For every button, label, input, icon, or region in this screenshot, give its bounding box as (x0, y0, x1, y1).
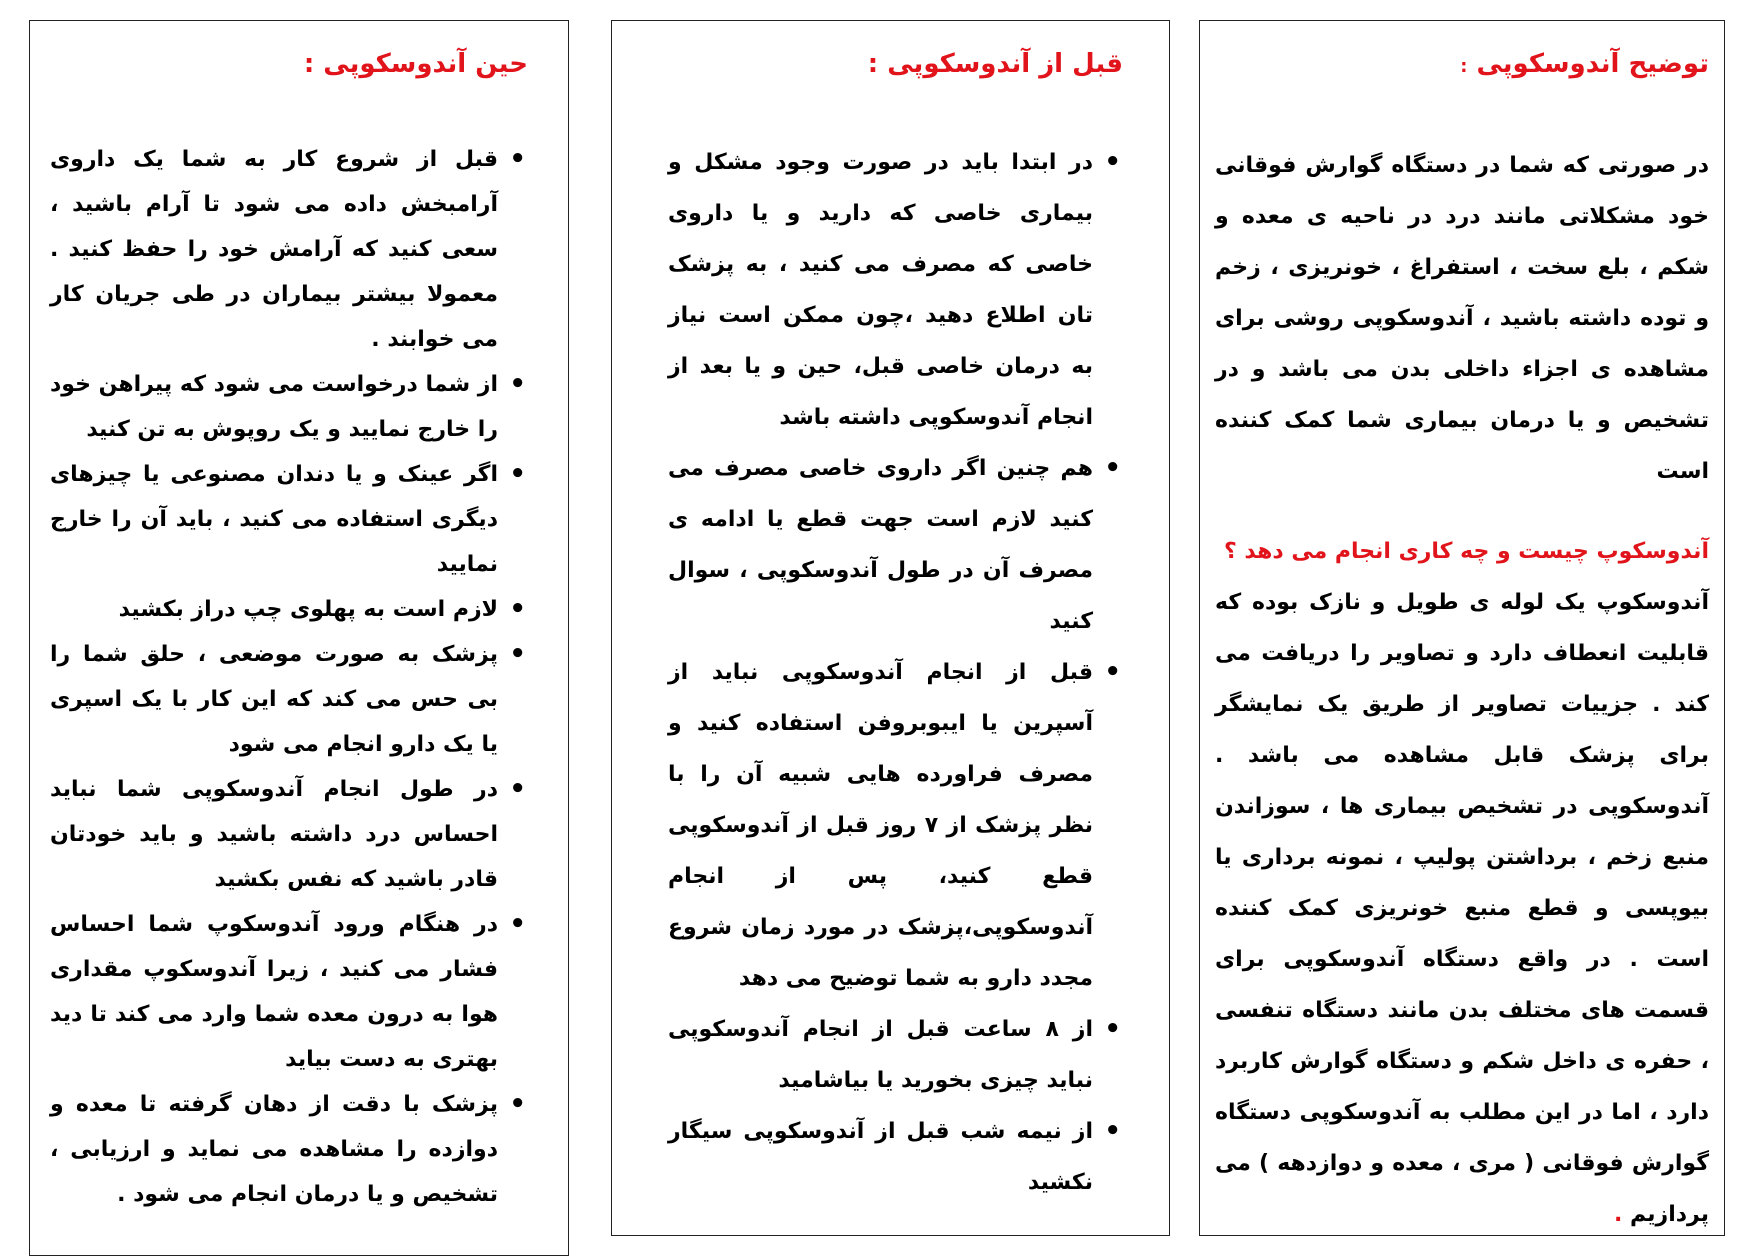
what-is-endoscope-text: آندوسکوپ یک لوله ی طویل و نازک بوده که قابلیت انعطاف دارد و تصاویر را دریافت می کند . جزییات تصاویر از طریق یک نمایشگر برای پزشک قابل مشاهده می باشد . آندوسکوپی در تشخیص بیماری ها ، سوزاندن منبع زخم ، برداشتن پولیپ ، نمونه برداری یا بیوپسی و قطع منبع خونریزی کمک کننده است . در واقع دستگاه آندوسکوپی برای قسمت های مختلف بدن مانند دستگاه تنفسی ، حفره ی داخل شکم و دستگاه گوارش کاربرد دارد ، اما در این مطلب به آندوسکوپی دستگاه گوارش فوقانی ( مری ، معده و دوازدهه ) می پردازیم (1215, 590, 1709, 1227)
list-item: • هم چنین اگر داروی خاصی مصرف می کنید لازم است جهت قطع یا ادامه ی مصرف آن در طول آندوسکوپی ، سوال کنید (668, 443, 1123, 647)
what-is-endoscope-heading: آندوسکوپ چیست و چه کاری انجام می دهد ؟ (1224, 539, 1709, 564)
list-item: • پزشک با دقت از دهان گرفته تا معده و دوازده را مشاهده می نماید و ارزیابی ، تشخیص و یا درمان انجام می شود . (50, 1082, 528, 1217)
list-item: • پزشک به صورت موضعی ، حلق شما را بی حس می کند که این کار با یک اسپری یا یک دارو انجام می شود (50, 632, 528, 767)
what-is-endoscope-body (1215, 577, 1709, 1240)
section-spacer (1215, 497, 1709, 526)
before-endoscopy-heading: قبل از آندوسکوپی : (867, 49, 1123, 79)
list-item: • از ۸ ساعت قبل از انجام آندوسکوپی نباید چیزی بخورید یا بیاشامید (668, 1004, 1123, 1106)
explanation-heading (1215, 39, 1709, 92)
list-item: • در طول انجام آندوسکوپی شما نباید احساس درد داشته باشید و باید خودتان قادر باشید که نفس بکشید (50, 767, 528, 902)
list-item: • از نیمه شب قبل از آندوسکوپی سیگار نکشید (668, 1106, 1123, 1208)
list-item: • اگر عینک و یا دندان مصنوعی یا چیزهای دیگری استفاده می کنید ، باید آن را خارج نمایید (50, 452, 528, 587)
end-dot: . (1614, 1202, 1623, 1227)
during-endoscopy-heading: حین آندوسکوپی : (303, 49, 528, 79)
list-item: • لازم است به پهلوی چپ دراز بکشید (50, 587, 528, 632)
during-endoscopy-panel (29, 20, 569, 1256)
list-item: • قبل از انجام آندوسکوپی نباید از آسپرین یا ایبوبروفن استفاده کنید و مصرف فراورده هایی شبیه آن را با نظر پزشک از ۷ روز قبل از آندوسکوپی قطع کنید، پس از انجام آندوسکوپی،پزشک در مورد زمان شروع مجدد دارو به شما توضیح می دهد (668, 647, 1123, 1004)
during-endoscopy-list (50, 137, 528, 1217)
explanation-heading-colon: : (1460, 56, 1468, 77)
list-item: • در ابتدا باید در صورت وجود مشکل و بیماری خاصی که دارید و یا داروی خاصی که مصرف می کنید ، به پزشک تان اطلاع دهید ،چون ممکن است نیاز به درمان خاصی قبل، حین و یا بعد از انجام آندوسکوپی داشته باشد (668, 137, 1123, 443)
before-endoscopy-panel (611, 20, 1170, 1236)
list-item: • قبل از شروع کار به شما یک داروی آرامبخش داده می شود تا آرام باشید ، سعی کنید که آرامش خود را حفظ کنید . معمولا بیشتر بیماران در طی جریان کار می خوابند . (50, 137, 528, 362)
explanation-intro: در صورتی که شما در دستگاه گوارش فوقانی خود مشکلاتی مانند درد در ناحیه ی معده و شکم ، بلع سخت ، استفراغ ، خونریزی ، زخم و توده داشته باشید ، آندوسکوپی روشی برای مشاهده ی اجزاء داخلی بدن می باشد و در تشخیص و یا درمان بیماری شما کمک کننده است (1215, 153, 1709, 484)
before-endoscopy-list (668, 137, 1123, 1208)
explanation-heading-text: توضیح آندوسکوپی (1476, 49, 1709, 79)
endoscopy-explanation-panel (1199, 20, 1725, 1236)
list-item: • از شما درخواست می شود که پیراهن خود را خارج نمایید و یک روپوش به تن کنید (50, 362, 528, 452)
list-item: • در هنگام ورود آندوسکوپ شما احساس فشار می کنید ، زیرا آندوسکوپ مقداری هوا به درون معده شما وارد می کند تا دید بهتری به دست بیاید (50, 902, 528, 1082)
